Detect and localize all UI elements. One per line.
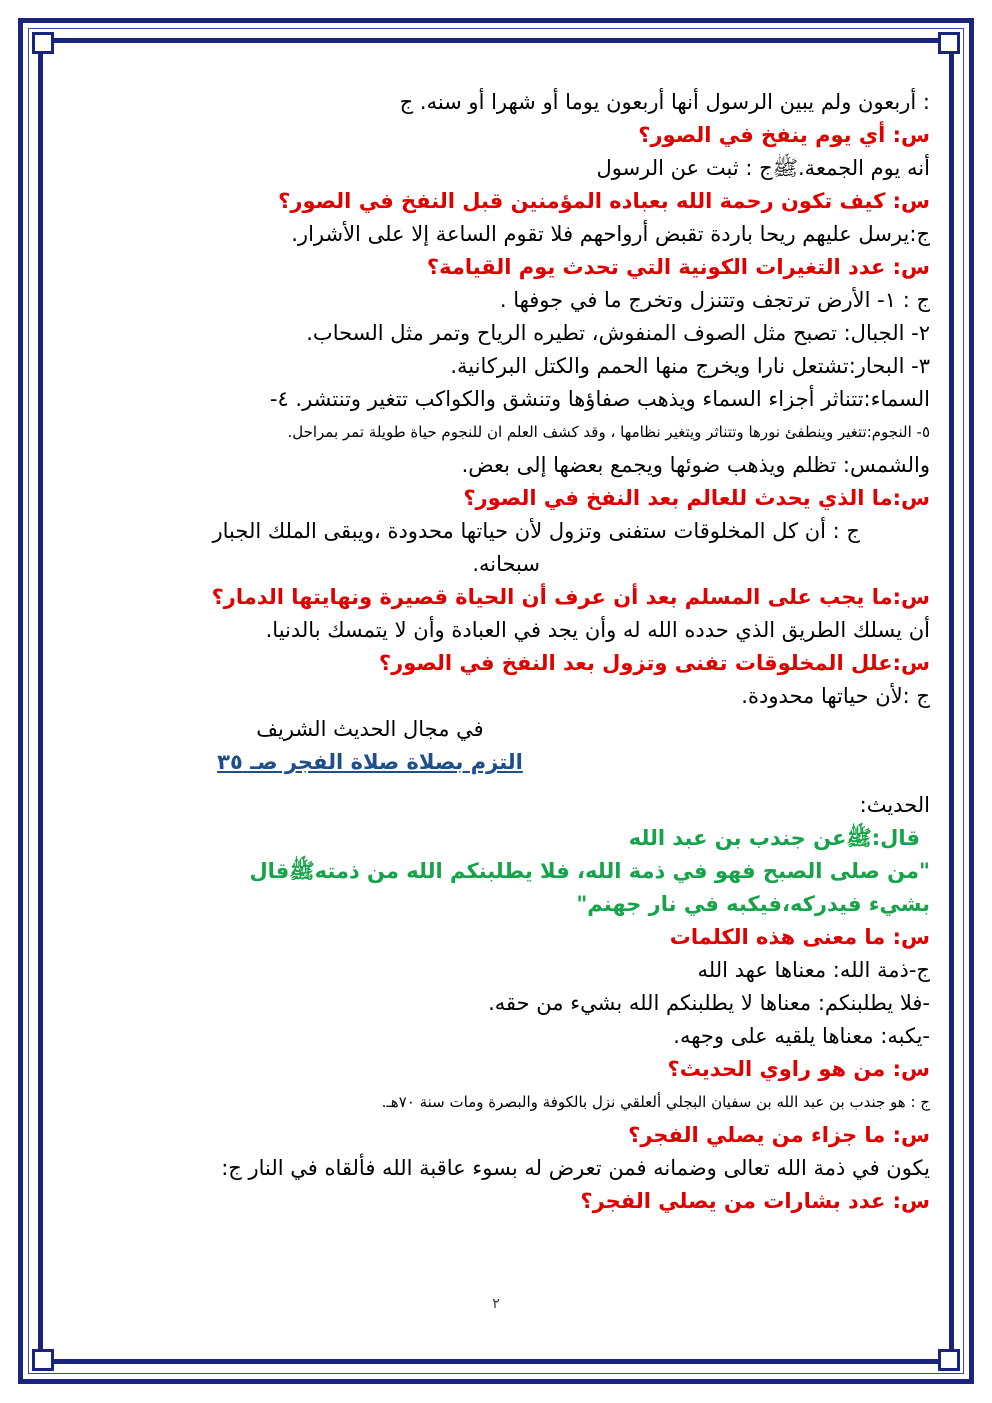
corner-ornament <box>32 32 54 54</box>
question-line: س: ما جزاء من يصلي الفجر؟ <box>628 1123 930 1147</box>
question-line: س: عدد بشارات من يصلي الفجر؟ <box>580 1189 930 1213</box>
page-number: ٢ <box>492 1296 500 1312</box>
question-line: س:علل المخلوقات تفنى وتزول بعد النفخ في الصور؟ <box>378 651 930 675</box>
answer-line: ج-ذمة الله: معناها عهد الله <box>697 958 930 982</box>
answer-line: ٣- البحار:تشتعل نارا ويخرج منها الحمم والكتل البركانية. <box>450 354 930 378</box>
question-line: س:ما الذي يحدث للعالم بعد النفخ في الصور؟ <box>463 486 930 510</box>
hadith-label: الحديث: <box>859 793 930 817</box>
answer-line: -يكبه: معناها يلقيه على وجهه. <box>673 1024 930 1048</box>
answer-line: سبحانه. <box>472 552 540 576</box>
answer-line: ج : ١- الأرض ترتجف وتتنزل وتخرج ما في جوفها . <box>499 288 930 312</box>
question-line: س:ما يجب على المسلم بعد أن عرف أن الحياة قصيرة ونهايتها الدمار؟ <box>211 585 930 609</box>
question-line: س: ما معنى هذه الكلمات <box>669 925 930 949</box>
question-line: س: من هو راوي الحديث؟ <box>667 1057 930 1081</box>
corner-ornament <box>32 1349 54 1371</box>
answer-line: السماء:تتناثر أجزاء السماء ويذهب صفاؤها وتنشق والكواكب تتغير وتنتشر. ٤- <box>269 387 930 411</box>
answer-line: : أربعون ولم يبين الرسول أنها أربعون يوما أو شهرا أو سنه. ج <box>399 90 930 114</box>
question-line: س: أي يوم ينفخ في الصور؟ <box>638 123 930 147</box>
answer-line: أن يسلك الطريق الذي حدده الله له وأن يجد في العبادة وأن لا يتمسك بالدنيا. <box>265 618 930 642</box>
answer-line: أنه يوم الجمعة.ﷺج : ثبت عن الرسول <box>596 156 930 180</box>
question-line: س: كيف تكون رحمة الله بعباده المؤمنين قبل النفخ في الصور؟ <box>278 189 930 213</box>
answer-line: ج:يرسل عليهم ريحا باردة تقبض أرواحهم فلا تقوم الساعة إلا على الأشرار. <box>291 222 930 246</box>
answer-line: يكون في ذمة الله تعالى وضمانه فمن تعرض له بسوء عاقبة الله فألقاه في النار ج: <box>221 1156 930 1180</box>
section-heading: في مجال الحديث الشريف <box>256 717 484 741</box>
answer-line: ج :لأن حياتها محدودة. <box>741 684 930 708</box>
lesson-title: التزم بصلاة صلاة الفجر صـ ٣٥ <box>217 750 523 774</box>
corner-ornament <box>938 1349 960 1371</box>
answer-line: ٥- النجوم:تتغير وينطفئ نورها وتتناثر ويتغير نظامها ، وقد كشف العلم ان للنجوم حياة طويلة تمر بمراحل. <box>287 423 930 441</box>
answer-line: ج : أن كل المخلوقات ستفنى وتزول لأن حياتها محدودة ،ويبقى الملك الجبار <box>212 519 860 543</box>
question-line: س: عدد التغيرات الكونية التي تحدث يوم القيامة؟ <box>426 255 930 279</box>
answer-line: ٢- الجبال: تصبح مثل الصوف المنفوش، تطيره الرياح وتمر مثل السحاب. <box>306 321 930 345</box>
answer-line: والشمس: تظلم ويذهب ضوئها ويجمع بعضها إلى بعض. <box>461 453 930 477</box>
answer-line: ج : هو جندب بن عبد الله بن سفيان البجلي ألعلقي نزل بالكوفة والبصرة ومات سنة ٧٠هـ. <box>381 1093 930 1111</box>
hadith-text: بشيء فيدركه،فيكبه في نار جهنم" <box>576 892 930 916</box>
document-body <box>60 86 930 1256</box>
hadith-text: قال:ﷺعن جندب بن عبد الله <box>628 826 920 850</box>
answer-line: -فلا يطلبنكم: معناها لا يطلبنكم الله بشيء من حقه. <box>488 991 930 1015</box>
corner-ornament <box>938 32 960 54</box>
hadith-text: "من صلى الصبح فهو في ذمة الله، فلا يطلبنكم الله من ذمتهﷺقال <box>249 859 930 883</box>
